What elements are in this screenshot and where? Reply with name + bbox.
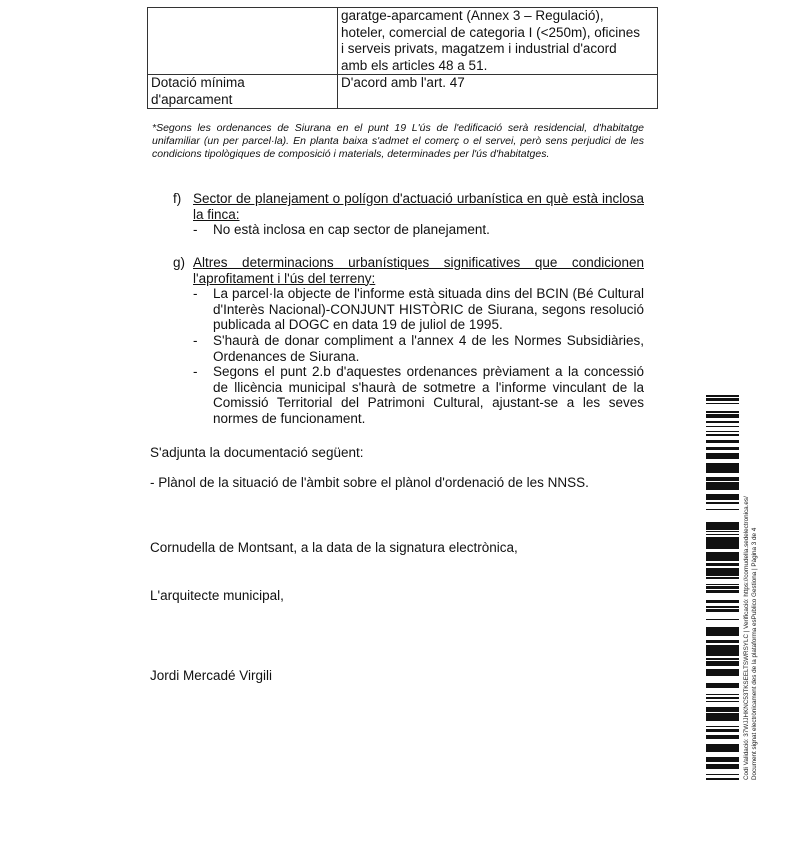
barcode-bar (706, 457, 739, 459)
barcode-bar (706, 630, 739, 631)
section-g-item: Segons el punt 2.b d'aquestes ordenances prèviament a la concessió de llicència municipal s'haurà de sotmetre a l'informe vinculant de la Comissió Territorial del Patrimoni Cultural, ajustant-se a les seves normes de funcionament. (213, 364, 644, 426)
barcode-bar (706, 563, 739, 566)
barcode-bar (706, 586, 739, 589)
barcode-bar (706, 577, 739, 579)
section-g-item: S'haurà de donar compliment a l'annex 4 de les Normes Subsidiàries, Ordenances de Siurana. (213, 333, 644, 364)
barcode-bar (706, 674, 739, 676)
barcode-bar (706, 434, 739, 435)
regulation-table (147, 7, 658, 109)
section-g-title: Altres determinacions urbanístiques significatives que condicionen l'aprofitament i l'ús del terreny: (193, 255, 644, 286)
barcode-bar (706, 421, 739, 423)
barcode-bar (706, 764, 739, 767)
barcode-bar (706, 537, 739, 539)
barcode-bar (706, 447, 739, 450)
stamp-line: Codi Validació: 37WJJHKNC53TKSEELTSWRSYLC | Verificació: https://cornudella.sedelectronica.es/ (743, 496, 750, 780)
table-label-line: Dotació mínima (151, 75, 245, 90)
table-cell-value (338, 8, 658, 75)
barcode-bar (706, 482, 739, 484)
barcode-bar (706, 411, 739, 413)
barcode-bar (706, 779, 739, 780)
section-g-letter: g) (173, 255, 186, 270)
barcode-bar (706, 713, 739, 716)
barcode-bar (706, 671, 739, 674)
barcode-bar (706, 497, 739, 499)
barcode-bar (706, 584, 739, 585)
barcode-bar (706, 778, 739, 779)
bullet-dash: - (193, 286, 198, 301)
barcode-bar (706, 651, 739, 652)
barcode-bar (706, 463, 739, 464)
stamp-line: Document signat electrònicament des de la plataforma esPublico Gestiona | Pàgina 3 de 4 (750, 527, 758, 780)
validation-stamp (743, 395, 765, 780)
barcode-bar (706, 750, 739, 752)
barcode-bar (706, 641, 739, 643)
barcode-bar (706, 653, 739, 656)
barcode-bar (706, 716, 739, 719)
barcode-bar (706, 400, 739, 401)
barcode-bar (706, 757, 739, 759)
barcode-bar (706, 634, 739, 636)
barcode-bar (706, 631, 739, 634)
barcode-bar (706, 464, 739, 467)
barcode-bar (706, 435, 739, 436)
barcode-bar (706, 745, 739, 747)
barcode-bar (706, 467, 739, 470)
barcode-bar (706, 426, 739, 427)
barcode-bar (706, 761, 739, 762)
barcode-bar (706, 525, 739, 527)
barcode-bar (706, 494, 739, 497)
table-cell-line: garatge-aparcament (Annex 3 – Regulació), (341, 8, 604, 23)
barcode-bar (706, 707, 739, 709)
barcode-bar (706, 534, 739, 535)
attachment-item: - Plànol de la situació de l'àmbit sobre el plànol d'ordenació de les NNSS. (150, 475, 589, 490)
barcode-bar (706, 719, 739, 721)
footnote: *Segons les ordenances de Siurana en el punt 19 L'ús de l'edificació serà residencial, d'habitatge unifamiliar (un per parcel·la). En planta baixa s'admet el comerç o el servei, però sens perjudici de les condicions tipològiques de composició i materials, determinades per l'ús d'habitatges. (152, 122, 644, 160)
barcode-bar (706, 440, 739, 443)
barcode-bar (706, 664, 739, 666)
section-f-item: No està inclosa en cap sector de planejament. (213, 222, 490, 237)
bullet-dash: - (193, 333, 198, 348)
barcode-bar (706, 619, 739, 620)
table-row (148, 8, 658, 75)
barcode-bar (706, 559, 739, 561)
table-cell-label (148, 8, 338, 75)
barcode-bar (706, 541, 739, 542)
barcode-bar (706, 489, 739, 490)
barcode-bar (706, 648, 739, 651)
barcode-bar (706, 658, 739, 660)
barcode-bar (706, 683, 739, 685)
barcode-bar (706, 645, 739, 648)
table-label-line: d'aparcament (151, 91, 233, 107)
barcode-bar (706, 774, 739, 775)
barcode-bar (706, 571, 739, 573)
barcode-bar (706, 557, 739, 559)
barcode-bar (706, 487, 739, 489)
barcode-bar (706, 669, 739, 671)
table-cell-line: i serveis privats, magatzem i industrial d'acord (341, 41, 617, 56)
barcode-image (706, 395, 739, 780)
barcode-bar (706, 395, 739, 397)
barcode-bar (706, 685, 739, 688)
table-row (148, 75, 658, 109)
barcode-bar (706, 480, 739, 481)
barcode-bar (706, 694, 739, 695)
barcode-bar (706, 701, 739, 702)
barcode-bar (706, 726, 739, 727)
barcode-bar (706, 470, 739, 473)
barcode-bar (706, 747, 739, 750)
barcode-bar (706, 652, 739, 653)
barcode-bar (706, 544, 739, 547)
barcode-bar (706, 568, 739, 571)
barcode-bar (706, 661, 739, 664)
bullet-dash: - (193, 222, 198, 237)
barcode-bar (706, 767, 739, 768)
barcode-bar (706, 542, 739, 544)
section-f-letter: f) (173, 191, 182, 206)
barcode-bar (706, 735, 739, 737)
table-cell-line: hoteler, comercial de categoria I (<250m), oficines (341, 24, 641, 40)
barcode-bar (706, 610, 739, 612)
table-cell-label (148, 75, 338, 109)
barcode-bar (706, 573, 739, 576)
barcode-bar (706, 547, 739, 549)
attachments-intro: S'adjunta la documentació següent: (150, 445, 364, 460)
section-f-title: Sector de planejament o polígon d'actuació urbanística en què està inclosa la finca: (193, 191, 644, 222)
barcode-bar (706, 398, 739, 400)
barcode-bar (706, 737, 739, 739)
barcode-bar (706, 522, 739, 523)
barcode-bar (706, 477, 739, 480)
barcode-bar (706, 697, 739, 699)
barcode-bar (706, 552, 739, 554)
barcode-bar (706, 531, 739, 532)
barcode-bar (706, 403, 739, 404)
barcode-bar (706, 523, 739, 525)
barcode-bar (706, 744, 739, 745)
signer-name: Jordi Mercadé Virgili (150, 668, 273, 683)
barcode-bar (706, 527, 739, 530)
barcode-bar (706, 414, 739, 417)
barcode-bar (706, 627, 739, 630)
barcode-bar (706, 509, 739, 510)
barcode-bar (706, 484, 739, 485)
table-cell-line: amb els articles 48 a 51. (341, 57, 488, 73)
barcode-bar (706, 729, 739, 732)
barcode-bar (706, 592, 739, 593)
bullet-dash: - (193, 364, 198, 379)
barcode-bar (706, 455, 739, 457)
barcode-bar (706, 600, 739, 603)
section-g-item: La parcel·la objecte de l'informe està situada dins del BCIN (Bé Cultural d'Interès Nacional)-CONJUNT HISTÒRIC de Siurana, segons resolució publicada al DOGC en data 19 de juliol de 1995. (213, 286, 644, 332)
table-cell-value: D'acord amb l'art. 47 (338, 75, 658, 109)
signer-role: L'arquitecte municipal, (150, 588, 284, 603)
barcode-bar (706, 709, 739, 712)
barcode-bar (706, 590, 739, 591)
barcode-bar (706, 499, 739, 500)
barcode-bar (706, 759, 739, 761)
barcode-bar (706, 609, 739, 610)
barcode-bar (706, 502, 739, 504)
barcode-bar (706, 606, 739, 608)
barcode-bar (706, 768, 739, 769)
barcode-bar (706, 539, 739, 541)
barcode-bar (706, 431, 739, 432)
barcode-bar (706, 591, 739, 592)
barcode-bar (706, 640, 739, 641)
barcode-bar (706, 485, 739, 487)
barcode-bar (706, 554, 739, 557)
place-date: Cornudella de Montsant, a la data de la signatura electrònica, (150, 540, 518, 555)
barcode-bar (706, 453, 739, 455)
barcode-bar (706, 417, 739, 418)
